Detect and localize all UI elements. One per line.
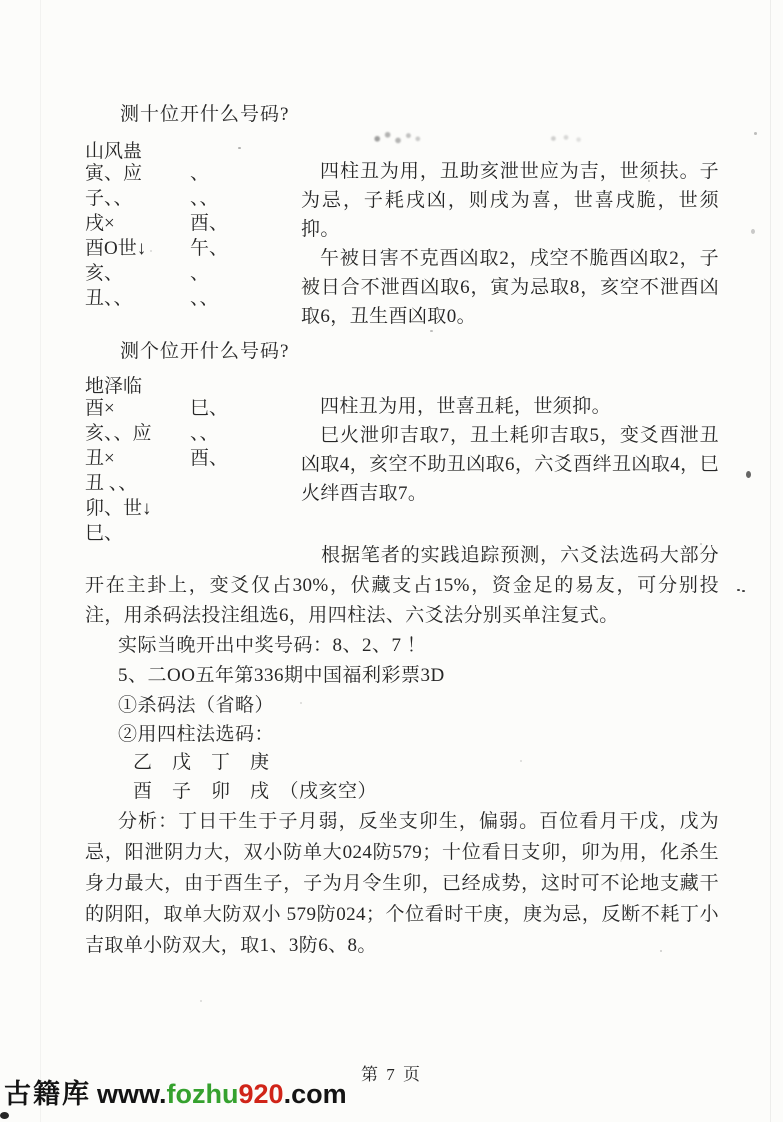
hexagram-line-main: 子、、 <box>85 188 133 209</box>
watermark-url-green: fozhu <box>166 1079 239 1109</box>
hexagram-line-main: 寅、应 <box>85 163 143 184</box>
scan-speck <box>520 760 522 762</box>
hexagram-line <box>85 446 228 471</box>
scan-speck <box>90 617 92 619</box>
scan-speck <box>742 590 745 592</box>
scan-speck <box>150 250 152 252</box>
hexagram-line-changed: 午、 <box>190 238 229 259</box>
scan-speck <box>746 471 751 478</box>
hexagram-line-changed: 、、 <box>190 423 219 444</box>
scan-speck <box>648 180 650 182</box>
hexagram-line-main: 丑 、、 <box>85 473 138 494</box>
section2-paragraph2: 巳火泄卯吉取7，丑土耗卯吉取5，变爻酉泄丑凶取4，亥空不助丑凶取6，六爻酉绊丑凶取4，巳火绊酉吉取7。 <box>301 425 719 504</box>
four-pillars-branches: 酉 子 卯 戌 （戌亥空） <box>133 781 378 802</box>
hexagram-line-changed: 、、 <box>190 188 219 209</box>
hexagram-line <box>85 396 228 421</box>
scan-speck <box>358 308 360 310</box>
hexagram-line-changed: 、、 <box>190 288 219 309</box>
watermark-site-name: 古籍库 <box>4 1079 91 1109</box>
hexagram2-name: 地泽临 <box>85 376 143 397</box>
summary-paragraph: 根据笔者的实践追踪预测，六爻法选码大部分开在主卦上，变爻仅占30%，伏藏支占15%，资金足的易友，可分别投注，用杀码法投注组选6，用四柱法、六爻法分别买单注复式。 <box>85 545 719 626</box>
hexagram-line-changed: 、 <box>190 263 210 284</box>
analysis-paragraph: 分析：丁日干生于子月弱，反坐支卯生，偏弱。百位看月干戊，戊为忌，阳泄阴力大，双小防单大024防579；十位看日支卯，卯为用，化杀生身力最大，由于酉生子，子为月令生卯，已经成势，这时可不论地支藏干的阴阳，取单大防双小 579防024；个位看时干庚，庚为忌，反断不耗丁小吉取单小防双大，取1、3防6、8。 <box>85 811 719 956</box>
scan-speck <box>754 132 757 135</box>
section2-title: 测个位开什么号码? <box>120 341 290 362</box>
result-line: 实际当晚开出中奖号码：8、2、7 ！ <box>118 635 427 656</box>
scan-speck <box>430 330 433 332</box>
hexagram-line <box>85 496 228 521</box>
hexagram-line <box>85 286 228 311</box>
scan-speck <box>751 229 755 234</box>
hexagram2-diagram <box>85 396 228 546</box>
method1-line: ①杀码法（省略） <box>118 695 275 716</box>
section1-title: 测十位开什么号码? <box>120 104 290 125</box>
case-heading: 5、二OO五年第336期中国福利彩票3D <box>118 665 445 686</box>
scan-speck <box>0 1112 9 1119</box>
hexagram-line <box>85 236 228 261</box>
hexagram-line-main: 酉× <box>85 398 115 419</box>
ink-smudge <box>371 130 423 146</box>
hexagram-line-main: 丑× <box>85 448 115 469</box>
section1-analysis-block <box>301 157 719 331</box>
four-pillars-stems: 乙 戊 丁 庚 <box>133 752 270 773</box>
watermark <box>4 1077 347 1111</box>
hexagram1-diagram <box>85 161 228 311</box>
hexagram-line <box>85 211 228 236</box>
hexagram-line-main: 丑、、 <box>85 288 133 309</box>
section1-paragraph1: 四柱丑为用，丑助亥泄世应为吉，世须扶。子为忌，子耗戌凶，则戌为喜，世喜戌脆，世须抑。 <box>301 161 719 240</box>
watermark-url-www: www. <box>97 1079 167 1109</box>
scan-speck <box>737 589 740 591</box>
scan-speck <box>620 860 622 862</box>
hexagram-line-main: 亥、、应 <box>85 423 152 444</box>
hexagram-line-main: 亥、 <box>85 263 124 284</box>
watermark-url-red: 920 <box>238 1079 284 1109</box>
hexagram-line-main: 戌× <box>85 213 115 234</box>
scan-speck <box>300 702 302 704</box>
hexagram-line <box>85 261 228 286</box>
hexagram-line-changed: 酉、 <box>190 448 229 469</box>
scan-speck <box>238 147 241 149</box>
hexagram-line-main: 酉O世↓ <box>85 238 147 259</box>
scan-speck <box>200 1000 202 1002</box>
hexagram-line-changed: 酉、 <box>190 213 229 234</box>
scan-line-right <box>770 0 771 1122</box>
hexagram-line-changed: 巳、 <box>190 398 229 419</box>
watermark-url-suffix: .com <box>283 1079 347 1109</box>
scan-speck <box>700 543 702 545</box>
section1-paragraph2: 午被日害不克酉凶取2，戌空不脆酉凶取2，子被日合不泄酉凶取6，寅为忌取8，亥空不泄酉凶取6，丑生酉凶取0。 <box>301 248 719 327</box>
scan-speck <box>660 950 662 952</box>
scan-line-left <box>40 0 41 1122</box>
hexagram-line-changed: 、 <box>190 163 210 184</box>
hexagram-line <box>85 421 228 446</box>
page-number: 第 7 页 <box>361 1065 422 1084</box>
hexagram-line <box>85 161 228 186</box>
hexagram-line-main: 卯、世↓ <box>85 498 152 519</box>
hexagram-line <box>85 186 228 211</box>
hexagram-line-main: 巳、 <box>85 523 124 544</box>
hexagram1-name: 山风蛊 <box>85 141 143 162</box>
ink-smudge <box>548 133 584 144</box>
section2-paragraph1: 四柱丑为用，世喜丑耗，世须抑。 <box>320 396 612 417</box>
method2-line: ②用四柱法选码： <box>118 724 275 745</box>
hexagram-line <box>85 471 228 496</box>
section2-analysis-block <box>301 392 719 508</box>
